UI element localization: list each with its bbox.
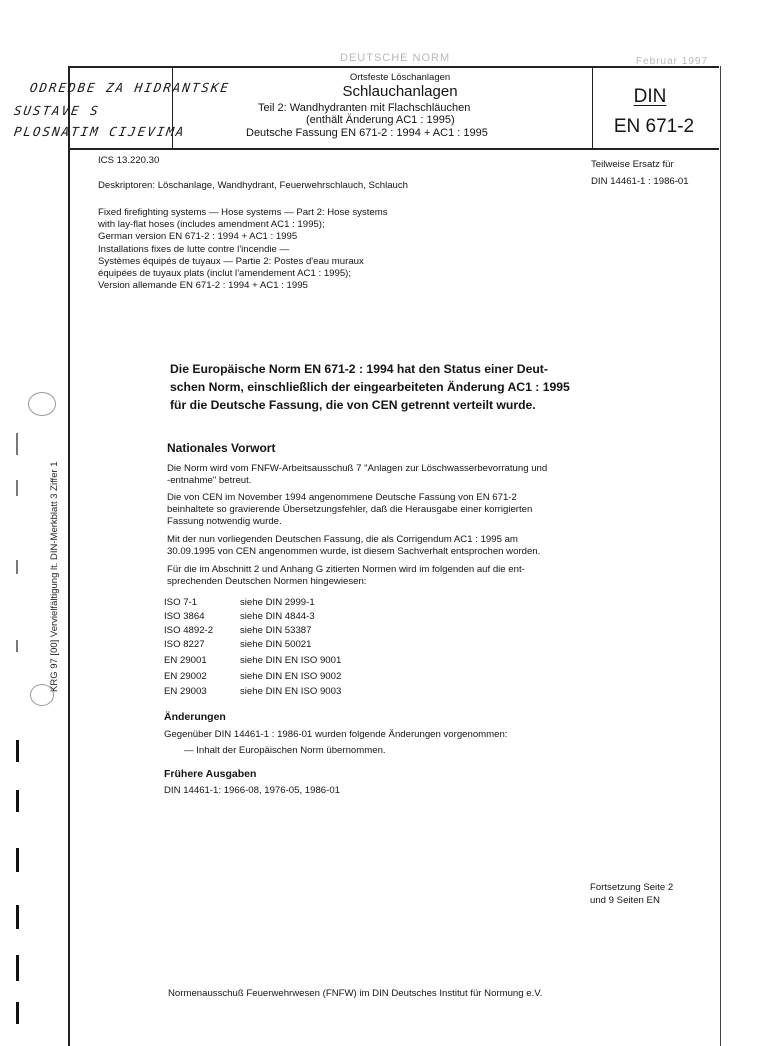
replacement-label: Teilweise Ersatz für <box>591 159 674 170</box>
scan-edge-mark <box>16 848 19 872</box>
scan-edge-mark <box>16 433 18 455</box>
standard-number: EN 671-2 <box>613 116 695 137</box>
reference-din: siehe DIN 53387 <box>240 625 312 636</box>
continuation-line: und 9 Seiten EN <box>590 895 660 906</box>
header-subtitle-2: (enthält Änderung AC1 : 1995) <box>306 114 455 126</box>
section-heading-aenderungen: Änderungen <box>164 711 226 723</box>
vorwort-p2-line: Die von CEN im November 1994 angenommene Deutsche Fassung von EN 671-2 <box>167 492 517 503</box>
scan-edge-mark <box>16 740 19 762</box>
vorwort-p1-line: Die Norm wird vom FNFW-Arbeitsausschuß 7 "Anlagen zur Löschwasserbevorratung und <box>167 463 548 474</box>
handwritten-note-line-1: ODREDBE ZA HIDRANTSKE <box>28 80 232 95</box>
translation-line: German version EN 671-2 : 1994 + AC1 : 1995 <box>98 231 298 242</box>
reference-din: siehe DIN 50021 <box>240 639 312 650</box>
header-supertitle: Ortsfeste Löschanlagen <box>349 72 451 83</box>
binder-hole-mark <box>28 392 56 416</box>
scan-edge-mark <box>16 905 19 929</box>
vorwort-p4-line: sprechenden Deutschen Normen hingewiesen: <box>167 576 367 587</box>
vorwort-p4-line: Für die im Abschnitt 2 und Anhang G zitierten Normen wird im folgenden auf die ent- <box>167 564 525 575</box>
status-line: für die Deutsche Fassung, die von CEN getrennt verteilt wurde. <box>170 398 536 412</box>
translation-line: Installations fixes de lutte contre l'incendie — <box>98 244 290 255</box>
scan-edge-mark <box>16 1002 19 1024</box>
footer-publisher: Normenausschuß Feuerwehrwesen (FNFW) im DIN Deutsches Institut für Normung e.V. <box>168 988 543 999</box>
section-heading-frueher: Frühere Ausgaben <box>164 768 257 780</box>
reference-iso: ISO 8227 <box>164 639 205 650</box>
reference-iso: EN 29003 <box>164 686 207 697</box>
section-heading-vorwort: Nationales Vorwort <box>167 441 276 455</box>
frueher-text: DIN 14461-1: 1966-08, 1976-05, 1986-01 <box>164 785 341 796</box>
reference-iso: EN 29001 <box>164 655 207 666</box>
scan-edge-mark <box>16 480 18 496</box>
reference-iso: ISO 3864 <box>164 611 205 622</box>
vorwort-p3-line: 30.09.1995 von CEN angenommen wurde, ist diesem Sachverhalt entsprochen worden. <box>167 546 541 557</box>
replacement-value: DIN 14461-1 : 1986-01 <box>591 176 689 187</box>
binder-hole-mark <box>30 684 54 706</box>
reference-row <box>164 625 311 639</box>
top-faint-date: Februar 1997 <box>636 56 709 67</box>
reference-din: siehe DIN EN ISO 9002 <box>240 671 342 682</box>
reference-din: siehe DIN 2999-1 <box>240 597 315 608</box>
handwritten-note-line-3: PLOSNATIM CIJEVIMA <box>12 124 187 139</box>
header-subtitle-1: Teil 2: Wandhydranten mit Flachschläuchen <box>258 102 471 114</box>
vorwort-p2-line: Fassung notwendig wurde. <box>167 516 282 527</box>
reference-row <box>164 686 341 700</box>
vorwort-p2-line: beinhaltete so gravierende Übersetzungsfehler, daß die Herausgabe einer korrigierten <box>167 504 533 515</box>
reference-row <box>164 655 341 669</box>
reference-row <box>164 639 311 653</box>
reference-din: siehe DIN EN ISO 9001 <box>240 655 342 666</box>
status-line: schen Norm, einschließlich der eingearbeiteten Änderung AC1 : 1995 <box>170 380 570 394</box>
reference-row <box>164 671 341 685</box>
din-logo: DIN <box>633 86 667 107</box>
scan-edge-mark <box>16 640 18 652</box>
continuation-line: Fortsetzung Seite 2 <box>590 882 674 893</box>
translation-line: Fixed firefighting systems — Hose systems — Part 2: Hose systems <box>98 207 388 218</box>
ics-code: ICS 13.220.30 <box>98 155 160 166</box>
translation-line: with lay-flat hoses (includes amendment AC1 : 1995); <box>98 219 325 230</box>
vorwort-p1-line: -entnahme" betreut. <box>167 475 252 486</box>
header-subtitle-3: Deutsche Fassung EN 671-2 : 1994 + AC1 : 1995 <box>246 127 488 139</box>
top-faint-label: DEUTSCHE NORM <box>340 52 451 64</box>
reference-row <box>164 597 315 611</box>
reference-iso: ISO 4892-2 <box>164 625 214 636</box>
margin-note: KRG 97 [00] Vervielfältigung lt. DIN-Merkblatt 3 Ziffer 1 <box>49 461 60 692</box>
descriptors: Deskriptoren: Löschanlage, Wandhydrant, Feuerwehrschlauch, Schlauch <box>98 180 409 191</box>
status-line: Die Europäische Norm EN 671-2 : 1994 hat den Status einer Deut- <box>170 362 548 376</box>
header-title: Schlauchanlagen <box>342 83 458 100</box>
handwritten-note-line-2: SUSTAVE S <box>12 103 101 118</box>
title-block-divider-right <box>592 66 593 148</box>
reference-din: siehe DIN 4844-3 <box>240 611 315 622</box>
reference-iso: EN 29002 <box>164 671 207 682</box>
vorwort-p3-line: Mit der nun vorliegenden Deutschen Fassung, die als Corrigendum AC1 : 1995 am <box>167 534 518 545</box>
scan-edge-mark <box>16 955 19 981</box>
aenderungen-text: Gegenüber DIN 14461-1 : 1986-01 wurden folgende Änderungen vorgenommen: <box>164 729 508 740</box>
translation-line: Systèmes équipés de tuyaux — Partie 2: Postes d'eau muraux <box>98 256 364 267</box>
scan-edge-mark <box>16 790 19 812</box>
scan-edge-mark <box>16 560 18 574</box>
reference-row <box>164 611 315 625</box>
reference-din: siehe DIN EN ISO 9003 <box>240 686 342 697</box>
reference-iso: ISO 7-1 <box>164 597 198 608</box>
translation-line: équipées de tuyaux plats (inclut l'amendement AC1 : 1995); <box>98 268 352 279</box>
aenderungen-item: — Inhalt der Europäischen Norm übernommen. <box>184 745 386 756</box>
translation-line: Version allemande EN 671-2 : 1994 + AC1 : 1995 <box>98 280 308 291</box>
